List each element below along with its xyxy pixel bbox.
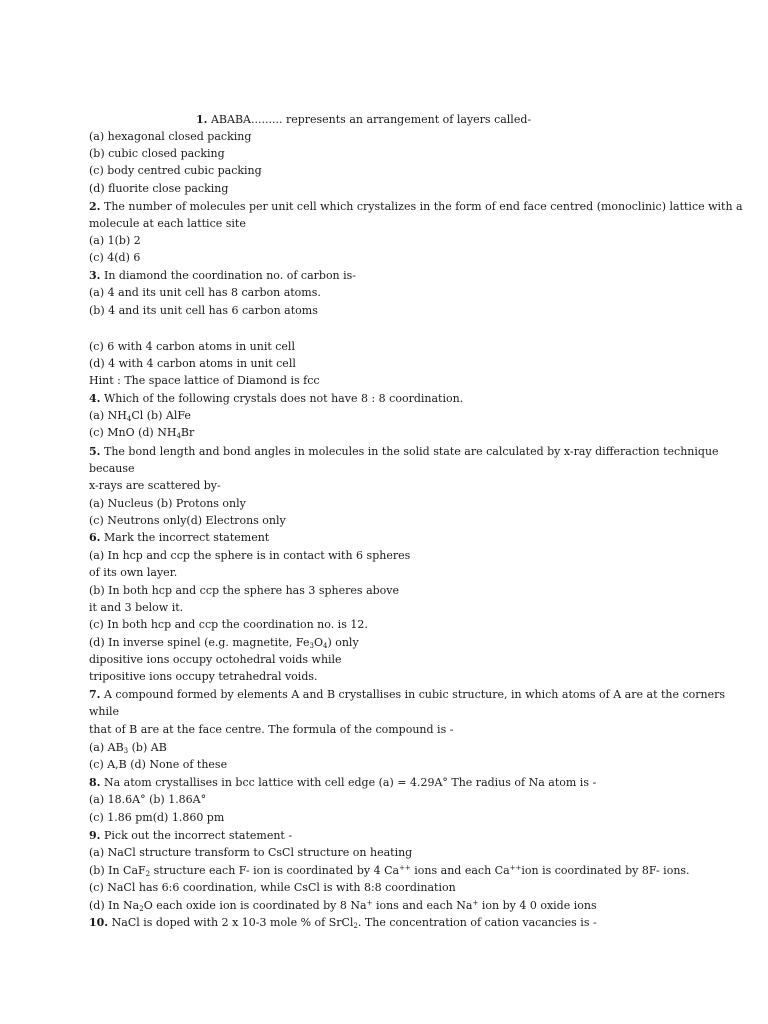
option-c: (c) In both hcp and ccp the coordination no. is 12. bbox=[89, 618, 368, 631]
question-text: Mark the incorrect statement bbox=[103, 531, 270, 544]
question-text: ABABA......... represents an arrangement of layers called- bbox=[210, 113, 532, 126]
question-text-cont: x-rays are scattered by- bbox=[89, 479, 221, 492]
question-10: 10. NaCl is doped with 2 x 10-3 mole % of SrCl$_2$. The concentration of cation vacancies is - bbox=[89, 916, 597, 930]
option-ab: (a) $NH_4Cl$ (b) AlFe bbox=[89, 409, 191, 423]
option-b: (b) cubic closed packing bbox=[89, 147, 225, 160]
question-1 bbox=[196, 111, 728, 128]
option-d: (d) 4 with 4 carbon atoms in unit cell bbox=[89, 357, 296, 370]
question-text: Which of the following crystals does not have 8 : 8 coordination. bbox=[103, 392, 464, 405]
option-cd: (c) Neutrons only(d) Electrons only bbox=[89, 514, 286, 527]
option-a: (a) hexagonal closed packing bbox=[89, 130, 252, 143]
hint-text: Hint : The space lattice of Diamond is fcc bbox=[89, 374, 320, 387]
question-number: 2. bbox=[89, 200, 101, 213]
option-cd: (c) A,B (d) None of these bbox=[89, 758, 228, 771]
option-a-cont: of its own layer. bbox=[89, 566, 178, 579]
option-a: (a) NaCl structure transform to CsCl structure on heating bbox=[89, 846, 413, 859]
question-text: In diamond the coordination no. of carbon is- bbox=[103, 269, 357, 282]
option-ab: (a) 18.6A° (b) 1.86A° bbox=[89, 793, 207, 806]
option-a: (a) 4 and its unit cell has 8 carbon atoms. bbox=[89, 286, 321, 299]
question-text-cont: while bbox=[89, 705, 120, 718]
question-text: Pick out the incorrect statement - bbox=[103, 829, 293, 842]
question-6 bbox=[89, 529, 728, 546]
option-cd: (c) MnO (d) $NH_4Br$ bbox=[89, 426, 195, 440]
option-b: (b) 4 and its unit cell has 6 carbon atoms bbox=[89, 304, 318, 317]
option-d-cont: dipositive ions occupy octohedral voids while bbox=[89, 653, 342, 666]
option-c: (c) 6 with 4 carbon atoms in unit cell bbox=[89, 340, 295, 353]
question-2 bbox=[89, 198, 743, 215]
question-3 bbox=[89, 267, 728, 284]
question-4 bbox=[89, 390, 728, 407]
question-8 bbox=[89, 774, 728, 791]
question-number: 4. bbox=[89, 392, 101, 405]
option-c: (c) NaCl has 6:6 coordination, while CsCl is with 8:8 coordination bbox=[89, 881, 456, 894]
option-cd: (c) 1.86 pm(d) 1.860 pm bbox=[89, 811, 225, 824]
question-number: 7. bbox=[89, 688, 101, 701]
question-7 bbox=[89, 686, 728, 703]
option-cd: (c) 4(d) 6 bbox=[89, 251, 141, 264]
question-number: 9. bbox=[89, 829, 101, 842]
question-number: 1. bbox=[196, 113, 208, 126]
question-text: Na atom crystallises in bcc lattice with cell edge (a) = 4.29A° The radius of Na atom is - bbox=[103, 776, 597, 789]
question-text-cont: because bbox=[89, 462, 135, 475]
question-text: A compound formed by elements A and B crystallises in cubic structure, in which atoms of A are at the corners bbox=[103, 688, 726, 701]
option-ab: (a) Nucleus (b) Protons only bbox=[89, 497, 246, 510]
question-text: The number of molecules per unit cell which crystalizes in the form of end face centred (monoclinic) lattice with a bbox=[103, 200, 743, 213]
option-b-cont: it and 3 below it. bbox=[89, 601, 184, 614]
question-text: The bond length and bond angles in molecules in the solid state are calculated by x-ray differaction technique bbox=[103, 445, 719, 458]
question-text-cont: that of B are at the face centre. The formula of the compound is - bbox=[89, 723, 454, 736]
option-ab: (a) 1(b) 2 bbox=[89, 234, 141, 247]
option-d: (d) In $Na_2O$ each oxide ion is coordinated by 8 Na+ ions and each Na+ ion by 4 0 oxide ions bbox=[89, 899, 597, 913]
option-c: (c) body centred cubic packing bbox=[89, 164, 262, 177]
question-number: 6. bbox=[89, 531, 101, 544]
option-d: (d) In inverse spinel (e.g. magnetite, $Fe_3O_4$) only bbox=[89, 636, 359, 650]
question-number: 3. bbox=[89, 269, 101, 282]
option-ab: (a) $AB_3$ (b) AB bbox=[89, 741, 167, 755]
question-text-cont: molecule at each lattice site bbox=[89, 217, 246, 230]
option-d: (d) fluorite close packing bbox=[89, 182, 229, 195]
question-number: 10. bbox=[89, 916, 109, 929]
option-b: (b) In CaF$_2$ structure each F- ion is coordinated by 4 Ca++ ions and each Ca++ion is coordinated by 8F- ions. bbox=[89, 864, 690, 878]
question-9 bbox=[89, 827, 728, 844]
option-a: (a) In hcp and ccp the sphere is in contact with 6 spheres bbox=[89, 549, 411, 562]
question-number: 8. bbox=[89, 776, 101, 789]
question-5 bbox=[89, 443, 728, 460]
question-number: 5. bbox=[89, 445, 101, 458]
option-d-cont: tripositive ions occupy tetrahedral voids. bbox=[89, 670, 318, 683]
option-b: (b) In both hcp and ccp the sphere has 3 spheres above bbox=[89, 584, 400, 597]
